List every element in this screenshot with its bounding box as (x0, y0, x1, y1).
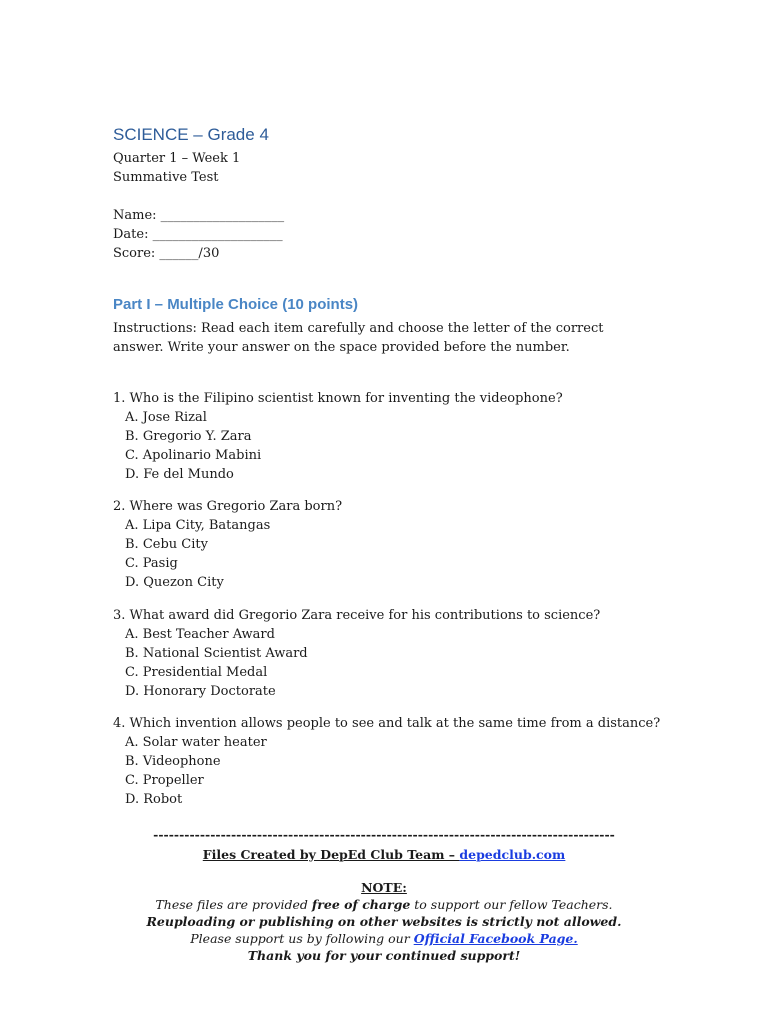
choice-d: D. Quezon City (125, 575, 224, 590)
test-type-label: Summative Test (113, 170, 219, 185)
question-text: 3. What award did Gregorio Zara receive for his contributions to science? (113, 608, 601, 623)
note-line-1 (0, 896, 768, 913)
question-text: 4. Which invention allows people to see and talk at the same time from a distance? (113, 716, 661, 731)
part1-instructions: Instructions: Read each item carefully and choose the letter of the correct answer. Write your answer on the space provided before the number. (113, 321, 604, 355)
note-line-2: Reuploading or publishing on other websites is strictly not allowed. (146, 914, 622, 929)
question-text: 1. Who is the Filipino scientist known for inventing the videophone? (113, 391, 563, 406)
score-field: Score: ______/30 (113, 246, 220, 261)
question-4 (113, 714, 660, 809)
date-field: Date: ____________________ (113, 227, 283, 242)
question-text: 2. Where was Gregorio Zara born? (113, 499, 343, 514)
choice-a: A. Best Teacher Award (125, 627, 275, 642)
document-title: SCIENCE – Grade 4 (113, 125, 269, 144)
choice-d: D. Fe del Mundo (125, 467, 234, 482)
quarter-label: Quarter 1 – Week 1 (113, 151, 241, 166)
choice-c: C. Propeller (125, 773, 204, 788)
depedclub-link[interactable]: depedclub.com (459, 847, 566, 862)
question-1 (113, 389, 563, 484)
choice-d: D. Robot (125, 792, 183, 807)
credit-text: Files Created by DepEd Club Team – (202, 847, 460, 862)
footer-separator: ----------------------------------------------------------------------------------------- (153, 827, 615, 842)
choice-c: C. Pasig (125, 556, 178, 571)
note-line-3 (0, 930, 768, 947)
part1-heading: Part I – Multiple Choice (10 points) (113, 296, 359, 313)
footer-notice (0, 826, 768, 964)
choice-b: B. Gregorio Y. Zara (125, 429, 252, 444)
choice-a: A. Lipa City, Batangas (125, 518, 271, 533)
question-3 (113, 606, 600, 701)
choice-d: D. Honorary Doctorate (125, 684, 276, 699)
choice-c: C. Apolinario Mabini (125, 448, 262, 463)
note-line-1-a: These files are provided (155, 897, 312, 912)
choice-b: B. Videophone (125, 754, 221, 769)
note-label: NOTE: (361, 880, 407, 895)
note-line-3-a: Please support us by following our (190, 931, 414, 946)
choice-a: A. Solar water heater (125, 735, 267, 750)
question-2 (113, 497, 342, 592)
note-line-1-c: to support our fellow Teachers. (410, 897, 613, 912)
name-field: Name: ___________________ (113, 208, 285, 223)
choice-b: B. National Scientist Award (125, 646, 308, 661)
note-line-4: Thank you for your continued support! (247, 948, 521, 963)
choice-b: B. Cebu City (125, 537, 208, 552)
footer-credit (0, 846, 768, 863)
free-of-charge-text: free of charge (311, 897, 411, 912)
choice-c: C. Presidential Medal (125, 665, 268, 680)
choice-a: A. Jose Rizal (125, 410, 207, 425)
facebook-page-link[interactable]: Official Facebook Page. (413, 931, 578, 946)
